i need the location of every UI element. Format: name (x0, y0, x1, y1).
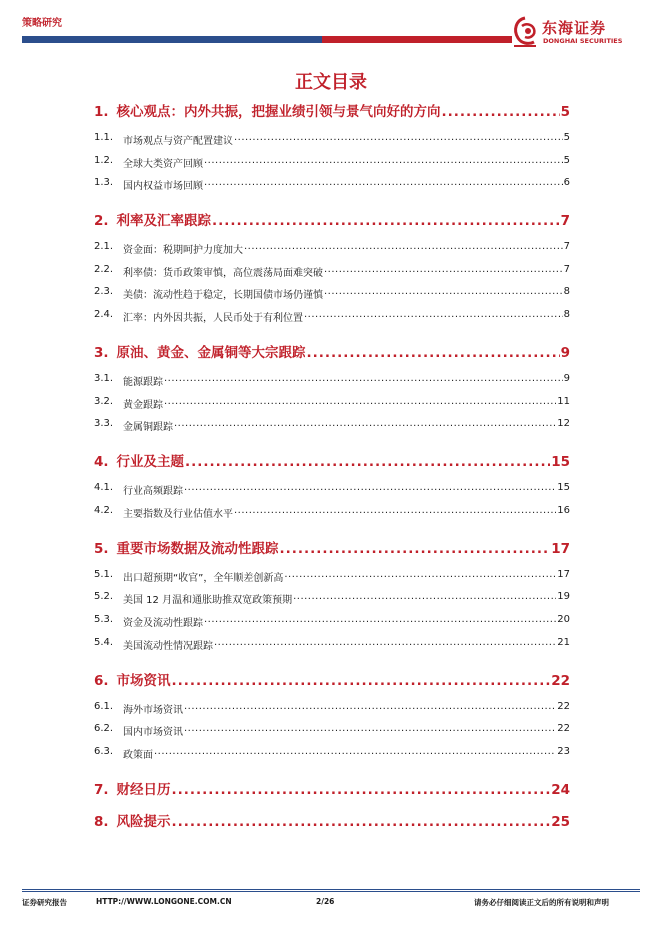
toc-entry-label (94, 637, 213, 652)
toc-entry-label (94, 132, 233, 147)
page-title: 正文目录 (295, 72, 367, 93)
toc-dot-leader (244, 241, 563, 252)
toc-entry-number: 4.1. (94, 482, 114, 494)
toc-entry-label (94, 810, 171, 830)
toc-page-number: 5 (563, 132, 570, 143)
toc-entry-label (94, 701, 183, 716)
toc-section[interactable] (94, 286, 570, 301)
toc-page-number: 19 (557, 591, 570, 603)
toc-dot-leader (184, 701, 556, 712)
toc-entry-number: 4. (94, 454, 109, 471)
toc-dot-leader (164, 373, 563, 384)
toc-entry-title: 黄金跟踪 (123, 399, 163, 411)
toc-entry-title: 行业及主题 (116, 454, 185, 471)
toc-entry-title: 重要市场数据及流动性跟踪 (116, 540, 279, 557)
toc-page-number: 17 (551, 540, 570, 557)
toc-entry-label (94, 177, 203, 192)
toc-entry-label (94, 591, 292, 606)
toc-entry-number: 5.4. (94, 636, 114, 648)
toc-entry-number: 2.2. (94, 263, 114, 275)
toc-chapter[interactable] (94, 450, 570, 470)
toc-entry-number: 3. (94, 345, 109, 361)
toc-entry-label (94, 396, 163, 411)
brand-name-en: DONGHAI SECURITIES (543, 37, 623, 45)
toc-section[interactable] (94, 746, 570, 761)
toc-entry-title: 美国流动性情况跟踪 (123, 640, 213, 652)
toc-entry-number: 8. (94, 813, 109, 830)
toc-dot-leader (204, 177, 563, 188)
footer-divider (22, 891, 640, 892)
footer-url[interactable]: HTTP://WWW.LONGONE.COM.CN (96, 897, 232, 906)
toc-page-number: 9 (563, 373, 570, 384)
toc-entry-number: 7. (94, 781, 109, 798)
toc-entry-title: 财经日历 (116, 781, 171, 798)
toc-entry-title: 资金及流动性跟踪 (123, 618, 203, 629)
toc-dot-leader (172, 782, 551, 798)
toc-entry-number: 6. (94, 672, 109, 689)
toc-entry-title: 行业高频跟踪 (123, 486, 183, 498)
toc-section[interactable] (94, 614, 570, 629)
toc-entry-label (94, 482, 183, 497)
toc-page-number: 17 (557, 568, 570, 580)
toc-page-number: 15 (551, 454, 570, 471)
toc-entry-number: 1.1. (94, 132, 114, 143)
toc-dot-leader (234, 132, 563, 143)
toc-entry-label (94, 264, 323, 279)
toc-entry-title: 风险提示 (116, 813, 171, 830)
toc-entry-number: 5.3. (94, 614, 114, 625)
toc-entry-number: 5.1. (94, 568, 114, 580)
toc-dot-leader (280, 541, 551, 557)
toc-section[interactable] (94, 396, 570, 411)
toc-page-number: 22 (557, 700, 570, 712)
toc-entry-label (94, 209, 211, 229)
toc-entry-number: 1.2. (94, 154, 114, 166)
toc-dot-leader (284, 569, 556, 580)
toc-entry-number: 3.2. (94, 395, 114, 407)
toc-dot-leader (307, 345, 560, 361)
toc-section[interactable] (94, 264, 570, 279)
brand-name-cn: 东海证券 (542, 19, 607, 37)
toc-page-number: 16 (557, 504, 570, 516)
toc-dot-leader (234, 505, 556, 516)
toc-page-number: 15 (557, 482, 570, 494)
toc-entry-title: 海外市场资讯 (123, 704, 183, 716)
toc-dot-leader (204, 155, 563, 166)
toc-section[interactable] (94, 569, 570, 584)
toc-entry-number: 6.2. (94, 723, 114, 735)
toc-dot-leader (164, 396, 556, 407)
toc-entry-label (94, 155, 203, 170)
toc-chapter[interactable] (94, 669, 570, 689)
toc-entry-title: 利率及汇率跟踪 (116, 213, 212, 230)
toc-page-number: 5 (560, 104, 570, 120)
toc-entry-number: 2.4. (94, 309, 114, 320)
toc-chapter[interactable] (94, 341, 570, 361)
toc-entry-title: 利率债：货币政策审慎，高位震荡局面难突破 (123, 267, 323, 279)
toc-entry-number: 6.1. (94, 700, 114, 712)
toc-page-number: 23 (557, 745, 570, 757)
toc-chapter[interactable] (94, 209, 570, 229)
toc-entry-title: 市场资讯 (116, 672, 171, 689)
toc-dot-leader (174, 418, 556, 429)
toc-entry-label (94, 778, 171, 798)
toc-entry-number: 5. (94, 540, 109, 557)
brand-logo (510, 14, 640, 50)
toc-dot-leader (212, 213, 560, 229)
toc-section[interactable] (94, 505, 570, 520)
toc-entry-number: 2.3. (94, 286, 114, 298)
toc-chapter[interactable] (94, 778, 570, 798)
toc-dot-leader (185, 454, 550, 470)
toc-page-number: 24 (551, 781, 570, 798)
toc-entry-label (94, 614, 203, 629)
toc-entry-label (94, 418, 173, 433)
toc-entry-title: 能源跟踪 (123, 377, 163, 388)
footer-report-type: 证券研究报告 (22, 898, 67, 907)
toc-page-number: 8 (563, 309, 570, 320)
toc-page-number: 12 (557, 418, 570, 430)
header-bar-red (322, 36, 512, 43)
toc-entry-number: 2.1. (94, 241, 114, 253)
toc-section[interactable] (94, 241, 570, 256)
toc-page-number: 7 (560, 213, 570, 230)
toc-entry-title: 美债：流动性趋于稳定，长期国债市场仍谨慎 (123, 290, 323, 302)
toc-dot-leader (172, 673, 551, 689)
toc-entry-number: 6.3. (94, 745, 114, 757)
toc-entry-title: 政策面 (123, 749, 153, 761)
toc-section[interactable] (94, 309, 570, 324)
toc-page-number: 25 (551, 813, 570, 830)
toc-page-number: 20 (557, 614, 570, 625)
toc-entry-label (94, 100, 441, 120)
toc-entry-title: 资金面：税期呵护力度加大 (123, 245, 243, 257)
toc-section[interactable] (94, 177, 570, 192)
toc-dot-leader (324, 264, 563, 275)
toc-entry-number: 4.2. (94, 504, 114, 516)
logo-icon (510, 14, 540, 50)
toc-entry-title: 国内权益市场回顾 (123, 181, 203, 193)
toc-entry-label (94, 537, 279, 557)
toc-page-number: 8 (563, 286, 570, 298)
toc-section[interactable] (94, 591, 570, 606)
toc-entry-number: 3.1. (94, 373, 114, 384)
toc-section[interactable] (94, 132, 570, 147)
toc-section[interactable] (94, 637, 570, 652)
toc-page-number: 9 (560, 345, 570, 361)
toc-page-number: 7 (563, 263, 570, 275)
toc-entry-number: 1.3. (94, 177, 114, 189)
toc-entry-title: 市场观点与资产配置建议 (123, 136, 233, 147)
toc-dot-leader (442, 104, 560, 120)
toc-page-number: 6 (563, 177, 570, 189)
footer-disclaimer: 请务必仔细阅读正文后的所有说明和声明 (474, 898, 609, 907)
toc-entry-title: 原油、黄金、金属铜等大宗跟踪 (116, 345, 306, 361)
toc-entry-number: 1. (94, 104, 109, 120)
toc-entry-label (94, 286, 323, 301)
toc-entry-title: 主要指数及行业估值水平 (123, 508, 233, 520)
toc-entry-label (94, 373, 163, 388)
footer-page-number: 2/26 (316, 897, 335, 906)
toc-entry-title: 国内市场资讯 (123, 727, 183, 739)
toc-chapter[interactable] (94, 810, 570, 830)
toc-chapter[interactable] (94, 537, 570, 557)
section-label: 策略研究 (22, 18, 62, 29)
toc-entry-title: 出口超预期“收官”，全年顺差创新高 (123, 572, 284, 584)
toc-page-number: 21 (557, 636, 570, 648)
toc-dot-leader (304, 309, 563, 320)
toc-page-number: 11 (557, 395, 570, 407)
toc-page-number: 7 (563, 241, 570, 253)
toc-section[interactable] (94, 701, 570, 716)
toc-dot-leader (214, 637, 556, 648)
toc-dot-leader (184, 723, 556, 734)
toc-entry-number: 3.3. (94, 418, 114, 430)
toc-entry-label (94, 309, 303, 324)
toc-page-number: 22 (557, 723, 570, 735)
header-bar-blue (22, 36, 322, 43)
toc-entry-title: 全球大类资产回顾 (123, 158, 203, 170)
toc-section[interactable] (94, 418, 570, 433)
toc-dot-leader (184, 482, 556, 493)
toc-dot-leader (172, 814, 551, 830)
toc-page-number: 22 (551, 672, 570, 689)
toc-dot-leader (154, 746, 556, 757)
toc-entry-title: 美国 12 月温和通胀助推双宽政策预期 (123, 595, 293, 607)
toc-entry-label (94, 450, 184, 470)
toc-entry-title: 汇率：内外因共振，人民币处于有利位置 (123, 313, 303, 324)
toc-entry-label (94, 746, 153, 761)
toc-dot-leader (204, 614, 556, 625)
toc-entry-number: 5.2. (94, 591, 114, 603)
toc-dot-leader (293, 591, 556, 602)
footer-divider (22, 889, 640, 890)
toc-section[interactable] (94, 482, 570, 497)
toc-chapter[interactable] (94, 100, 570, 120)
toc-entry-label (94, 669, 171, 689)
toc-entry-title: 核心观点：内外共振，把握业绩引领与景气向好的方向 (116, 104, 441, 120)
toc-entry-label (94, 569, 283, 584)
toc-entry-title: 金属铜跟踪 (123, 422, 173, 434)
toc-dot-leader (324, 286, 563, 297)
toc-entry-label (94, 241, 243, 256)
toc-entry-label (94, 505, 233, 520)
toc-section[interactable] (94, 723, 570, 738)
toc-entry-label (94, 723, 183, 738)
toc-section[interactable] (94, 373, 570, 388)
toc-section[interactable] (94, 155, 570, 170)
toc-entry-number: 2. (94, 213, 109, 230)
toc-entry-label (94, 341, 306, 361)
toc-page-number: 5 (563, 154, 570, 166)
